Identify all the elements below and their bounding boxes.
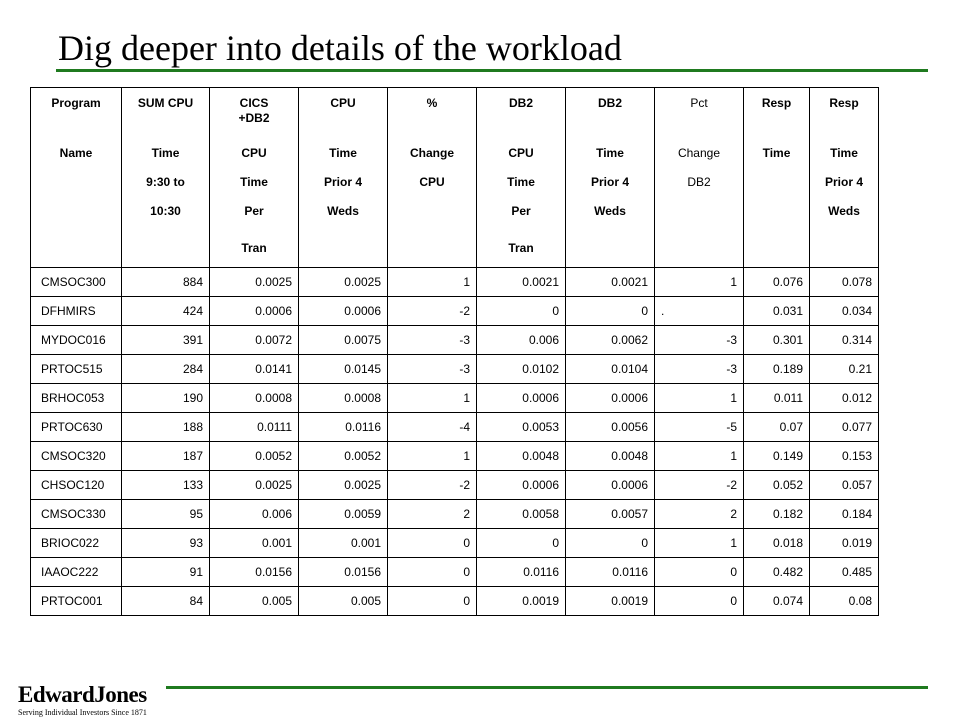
program-name-cell: IAAOC222 (31, 558, 122, 587)
table-row (31, 529, 879, 558)
header-line (392, 196, 472, 225)
table-cell: 0 (388, 529, 477, 558)
header-line: Weds (327, 204, 359, 218)
table-row (31, 471, 879, 500)
header-line: Weds (594, 204, 626, 218)
table-cell: 0.0048 (477, 442, 566, 471)
table-cell: 0.034 (810, 297, 879, 326)
table-row (31, 297, 879, 326)
table-cell: 2 (388, 500, 477, 529)
table-cell: -3 (388, 355, 477, 384)
header-line: Time (762, 146, 791, 160)
table-cell: 0.0075 (299, 326, 388, 355)
header-line: Prior 4 (590, 175, 629, 189)
title-divider (56, 69, 928, 72)
table-cell: 2 (655, 500, 744, 529)
table-cell: . (655, 297, 744, 326)
table-cell: 0.0019 (566, 587, 655, 616)
table-cell: 424 (122, 297, 210, 326)
table-cell: -3 (388, 326, 477, 355)
page-title: Dig deeper into details of the workload (58, 28, 622, 68)
header-line: Resp (829, 96, 859, 110)
table-cell: 0.0057 (566, 500, 655, 529)
program-name-cell: PRTOC001 (31, 587, 122, 616)
table-cell: 0.0006 (477, 471, 566, 500)
table-cell: 0.0052 (299, 442, 388, 471)
table-cell: 0.052 (744, 471, 810, 500)
table-cell: 0.012 (810, 384, 879, 413)
header-line (35, 225, 117, 267)
table-cell: 0.482 (744, 558, 810, 587)
header-line: Time (151, 146, 180, 160)
table-cell: 0.0006 (299, 297, 388, 326)
table-cell: 0 (566, 297, 655, 326)
table-cell: 0.0006 (477, 384, 566, 413)
table-cell: 884 (122, 268, 210, 297)
table-row (31, 413, 879, 442)
table-cell: 0.182 (744, 500, 810, 529)
header-line (35, 196, 117, 225)
table-cell: 0.0008 (210, 384, 299, 413)
column-header (477, 88, 566, 268)
column-header (31, 88, 122, 268)
header-line: Prior 4 (824, 175, 863, 189)
table-cell: -5 (655, 413, 744, 442)
header-line: Time (240, 175, 268, 189)
header-line: CPU (419, 175, 445, 189)
header-line (748, 167, 805, 196)
header-line: Resp (761, 96, 792, 110)
table-cell: 0.189 (744, 355, 810, 384)
table-cell: 190 (122, 384, 210, 413)
header-line: 10:30 (150, 204, 181, 218)
table-row (31, 355, 879, 384)
table-cell: -2 (655, 471, 744, 500)
table-cell: 0.0058 (477, 500, 566, 529)
header-line: Time (507, 175, 535, 189)
header-line (659, 196, 739, 225)
table-cell: 0.0025 (299, 471, 388, 500)
header-line (303, 225, 383, 267)
table-cell: 91 (122, 558, 210, 587)
program-name-cell: DFHMIRS (31, 297, 122, 326)
header-line: CPU (330, 96, 356, 110)
header-line: DB2 (687, 175, 711, 189)
table-cell: 0.076 (744, 268, 810, 297)
table-cell: 0.0006 (210, 297, 299, 326)
header-line: Time (596, 146, 624, 160)
table-cell: 0 (388, 558, 477, 587)
table-row (31, 326, 879, 355)
header-line: DB2 (508, 96, 533, 110)
table-cell: 95 (122, 500, 210, 529)
table-cell: 0.184 (810, 500, 879, 529)
table-cell: 0 (477, 297, 566, 326)
table-cell: 0.0048 (566, 442, 655, 471)
table-cell: 0.0072 (210, 326, 299, 355)
program-name-cell: CHSOC120 (31, 471, 122, 500)
table-cell: 0.078 (810, 268, 879, 297)
table-cell: 0.006 (210, 500, 299, 529)
table-cell: 0.0006 (566, 384, 655, 413)
table-cell: 0.0104 (566, 355, 655, 384)
header-line: Change (677, 146, 721, 160)
table-cell: 0.08 (810, 587, 879, 616)
table-cell: 0.0052 (210, 442, 299, 471)
column-header (810, 88, 879, 268)
table-cell: 1 (655, 442, 744, 471)
table-cell: -2 (388, 471, 477, 500)
table-cell: 0.077 (810, 413, 879, 442)
table-cell: 0.006 (477, 326, 566, 355)
table-cell: 0.0025 (210, 268, 299, 297)
table-row (31, 587, 879, 616)
logo-name-first: Edward (18, 682, 95, 707)
column-header (744, 88, 810, 268)
table-cell: -2 (388, 297, 477, 326)
table-cell: 0 (655, 558, 744, 587)
table-cell: 0 (388, 587, 477, 616)
logo-name (18, 683, 147, 707)
logo-name-last: Jones (94, 682, 147, 707)
table-cell: 0 (655, 587, 744, 616)
table-cell: 0.001 (299, 529, 388, 558)
column-header (210, 88, 299, 268)
table-cell: 1 (388, 268, 477, 297)
header-line (814, 225, 874, 267)
table-cell: 93 (122, 529, 210, 558)
header-line (570, 225, 650, 267)
table-cell: 0.019 (810, 529, 879, 558)
header-line: CICS +DB2 (238, 96, 270, 125)
table-cell: 0.0116 (477, 558, 566, 587)
table-cell: 1 (655, 268, 744, 297)
table-cell: 0.031 (744, 297, 810, 326)
header-line: Name (59, 146, 93, 160)
table-cell: 0.301 (744, 326, 810, 355)
header-line: CPU (241, 146, 267, 160)
table-cell: 0.0056 (566, 413, 655, 442)
header-line (126, 225, 205, 267)
table-row (31, 558, 879, 587)
column-header (655, 88, 744, 268)
table-cell: 0.011 (744, 384, 810, 413)
table-cell: 188 (122, 413, 210, 442)
table-cell: 0.005 (210, 587, 299, 616)
table-cell: 1 (388, 384, 477, 413)
table-row (31, 384, 879, 413)
program-name-cell: BRHOC053 (31, 384, 122, 413)
header-line: Prior 4 (323, 175, 362, 189)
header-line: Change (409, 146, 454, 160)
program-name-cell: BRIOC022 (31, 529, 122, 558)
table-cell: 0.21 (810, 355, 879, 384)
workload-table (30, 87, 879, 616)
column-header (388, 88, 477, 268)
footer-divider (166, 686, 928, 689)
header-line: 9:30 to (146, 175, 185, 189)
header-line: Program (51, 96, 101, 110)
program-name-cell: CMSOC330 (31, 500, 122, 529)
header-line (748, 225, 805, 267)
table-cell: 133 (122, 471, 210, 500)
table-cell: 0.0008 (299, 384, 388, 413)
header-line: % (426, 96, 438, 110)
header-line (659, 225, 739, 267)
table-cell: 0.0006 (566, 471, 655, 500)
table-cell: 0.0102 (477, 355, 566, 384)
table-row (31, 500, 879, 529)
header-line: Per (511, 204, 531, 218)
table-cell: -3 (655, 326, 744, 355)
header-row (31, 88, 879, 268)
table-cell: 0.0021 (477, 268, 566, 297)
table-cell: 0.0111 (210, 413, 299, 442)
header-line: SUM CPU (137, 96, 194, 110)
table-cell: 0.153 (810, 442, 879, 471)
table-cell: 0.005 (299, 587, 388, 616)
table-cell: 0.0141 (210, 355, 299, 384)
table-cell: 0.074 (744, 587, 810, 616)
table-cell: 84 (122, 587, 210, 616)
table-cell: 0.057 (810, 471, 879, 500)
table-row (31, 442, 879, 471)
table-cell: 284 (122, 355, 210, 384)
table-cell: 0.0156 (299, 558, 388, 587)
header-line: Tran (241, 241, 267, 255)
program-name-cell: MYDOC016 (31, 326, 122, 355)
header-line: Per (244, 204, 264, 218)
table-cell: 0.0025 (210, 471, 299, 500)
table-cell: 0 (566, 529, 655, 558)
table-cell: 0.0116 (299, 413, 388, 442)
column-header (566, 88, 655, 268)
header-line: DB2 (597, 96, 622, 110)
table-cell: 0.018 (744, 529, 810, 558)
table-cell: 1 (388, 442, 477, 471)
program-name-cell: CMSOC320 (31, 442, 122, 471)
table-cell: 0.149 (744, 442, 810, 471)
table-cell: 0.0145 (299, 355, 388, 384)
table-cell: -4 (388, 413, 477, 442)
table-cell: 0.0025 (299, 268, 388, 297)
table-cell: 0.485 (810, 558, 879, 587)
table-cell: 1 (655, 529, 744, 558)
program-name-cell: PRTOC515 (31, 355, 122, 384)
table-cell: 0.0019 (477, 587, 566, 616)
table-cell: 0.0156 (210, 558, 299, 587)
table-cell: 187 (122, 442, 210, 471)
header-line: Pct (690, 96, 708, 110)
table-cell: 0.001 (210, 529, 299, 558)
header-line: Weds (828, 204, 860, 218)
program-name-cell: PRTOC630 (31, 413, 122, 442)
header-line: Time (329, 146, 357, 160)
table-cell: 0.0053 (477, 413, 566, 442)
table-cell: 0.0062 (566, 326, 655, 355)
table-cell: 0 (477, 529, 566, 558)
logo-tagline: Serving Individual Investors Since 1871 (18, 708, 147, 717)
header-line: Time (830, 146, 858, 160)
table-cell: 0.0021 (566, 268, 655, 297)
table-cell: 1 (655, 384, 744, 413)
table-cell: -3 (655, 355, 744, 384)
table-cell: 0.0116 (566, 558, 655, 587)
header-line (392, 225, 472, 267)
header-line: CPU (508, 146, 534, 160)
table-row (31, 268, 879, 297)
table-cell: 0.0059 (299, 500, 388, 529)
header-line: Tran (508, 241, 534, 255)
table-cell: 0.07 (744, 413, 810, 442)
company-logo (18, 683, 147, 718)
header-line (35, 167, 117, 196)
table-cell: 391 (122, 326, 210, 355)
column-header (299, 88, 388, 268)
program-name-cell: CMSOC300 (31, 268, 122, 297)
table-cell: 0.314 (810, 326, 879, 355)
column-header (122, 88, 210, 268)
header-line (748, 196, 805, 225)
